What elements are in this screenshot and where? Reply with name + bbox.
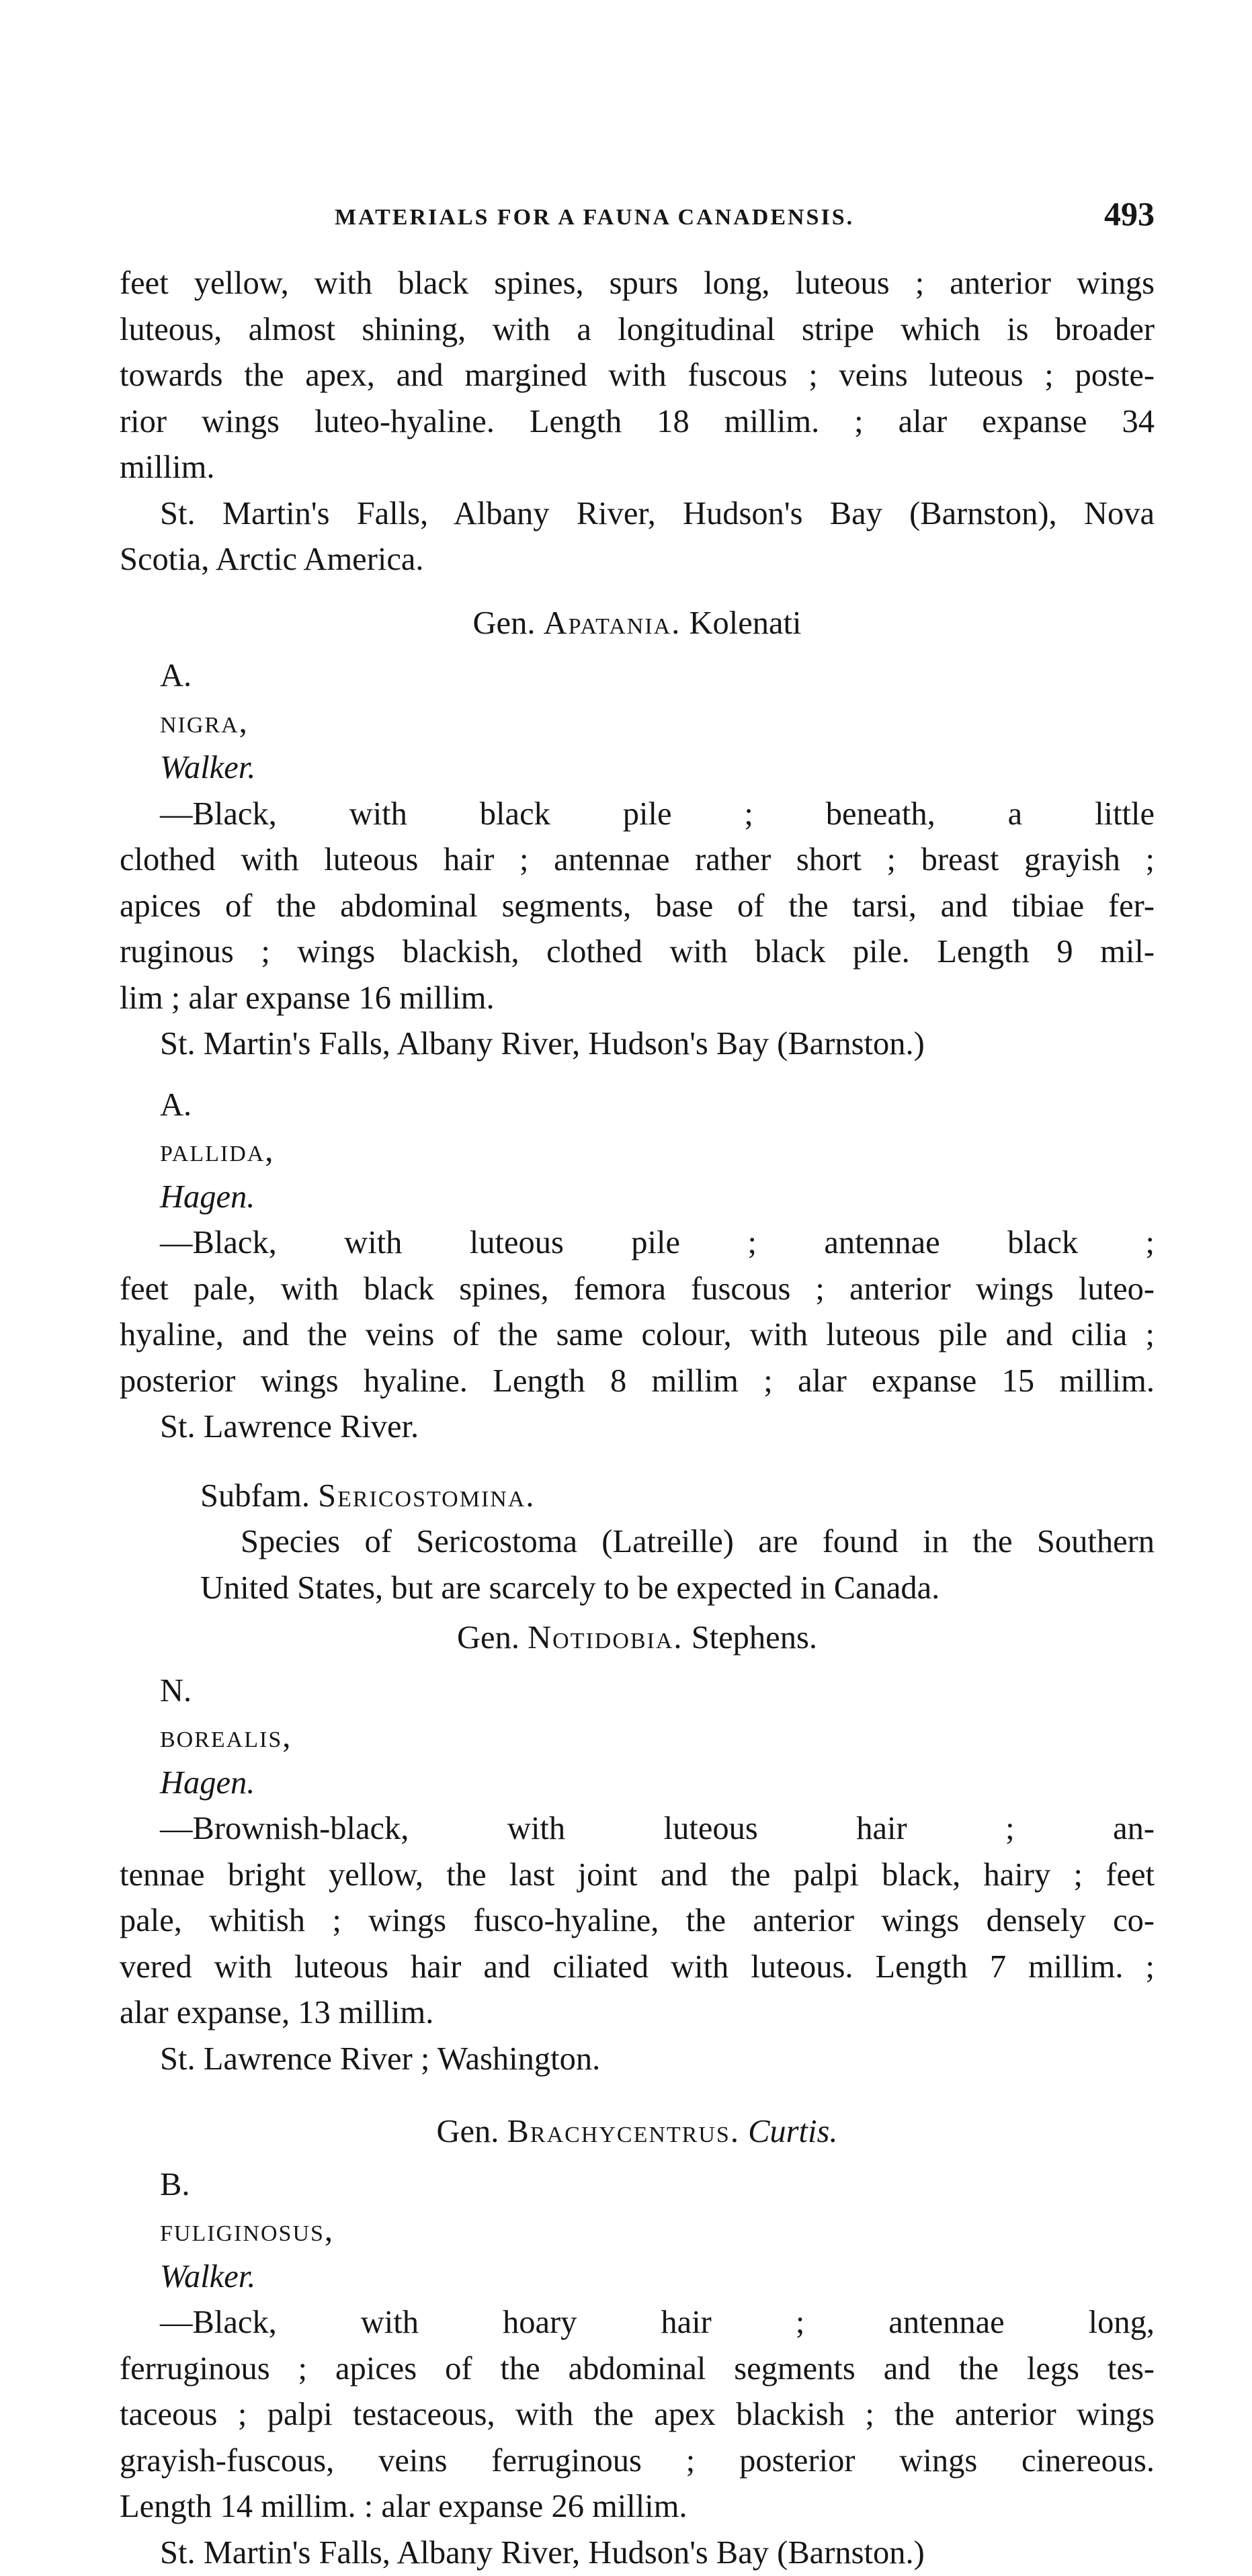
genus-heading-brachycentrus: Gen. Brachycentrus. Curtis.	[120, 2109, 1155, 2155]
text-line: rior wings luteo-hyaline. Length 18 millim. ; alar expanse 34	[120, 399, 1155, 445]
locality-line: St. Martin's Falls, Albany River, Hudson's Bay (Barnston.)	[120, 1021, 1155, 1068]
text-line: posterior wings hyaline. Length 8 millim ; alar expanse 15 millim.	[120, 1359, 1155, 1405]
text-line: Species of Sericostoma (Latreille) are found in the Southern	[200, 1519, 1155, 1565]
locality-line: St. Lawrence River.	[120, 1404, 1155, 1451]
page	[120, 195, 1155, 2576]
locality-line: St. Martin's Falls, Albany River, Hudson's Bay (Barnston.)	[120, 2530, 1155, 2576]
text-line: A. nigra, Walker. —Black, with black pile ; beneath, a little	[120, 653, 1155, 837]
text-line: ruginous ; wings blackish, clothed with black pile. Length 9 mil-	[120, 929, 1155, 976]
text-line: feet yellow, with black spines, spurs long, luteous ; anterior wings	[120, 261, 1155, 307]
text-line: Scotia, Arctic America.	[120, 537, 1155, 583]
subfamily-heading: Subfam. Sericostomina.	[120, 1473, 1155, 1520]
text-line: grayish-fuscous, veins ferruginous ; posterior wings cinereous.	[120, 2438, 1155, 2485]
running-head: MATERIALS FOR A FAUNA CANADENSIS.	[335, 195, 854, 241]
text-line: feet pale, with black spines, femora fuscous ; anterior wings luteo-	[120, 1266, 1155, 1313]
text-line: A. pallida, Hagen. —Black, with luteous pile ; antennae black ;	[120, 1082, 1155, 1266]
text-line: St. Martin's Falls, Albany River, Hudson's Bay (Barnston), Nova	[120, 491, 1155, 538]
text-line: alar expanse, 13 millim.	[120, 1990, 1155, 2036]
text-line: N. borealis, Hagen. —Brownish-black, with luteous hair ; an-	[120, 1668, 1155, 1852]
page-number: 493	[1104, 191, 1155, 237]
text-line: United States, but are scarcely to be expected in Canada.	[200, 1565, 1155, 1612]
text-line: ferruginous ; apices of the abdominal segments and the legs tes-	[120, 2346, 1155, 2393]
genus-heading-notidobia: Gen. Notidobia. Stephens.	[120, 1615, 1155, 1662]
continued-locality	[120, 491, 1155, 583]
text-line: tennae bright yellow, the last joint and the palpi black, hairy ; feet	[120, 1852, 1155, 1899]
genus-heading-apatania: Gen. Apatania. Kolenati	[120, 601, 1155, 647]
continued-description	[120, 261, 1155, 491]
species-entry-notidobia-borealis	[120, 1668, 1155, 2083]
subfamily-note	[120, 1519, 1155, 1611]
text-line: millim.	[120, 445, 1155, 491]
text-line: B. fuliginosus, Walker. —Black, with hoary hair ; antennae long,	[120, 2162, 1155, 2346]
page-header	[120, 195, 1155, 242]
text-line: luteous, almost shining, with a longitudinal stripe which is broader	[120, 307, 1155, 353]
species-entry-apatania-pallida	[120, 1082, 1155, 1451]
text-line: apices of the abdominal segments, base of the tarsi, and tibiae fer-	[120, 884, 1155, 930]
species-entry-apatania-nigra	[120, 653, 1155, 1068]
text-line: vered with luteous hair and ciliated with luteous. Length 7 millim. ;	[120, 1944, 1155, 1991]
text-line: taceous ; palpi testaceous, with the apex blackish ; the anterior wings	[120, 2392, 1155, 2438]
text-line: lim ; alar expanse 16 millim.	[120, 976, 1155, 1022]
text-line: pale, whitish ; wings fusco-hyaline, the anterior wings densely co-	[120, 1898, 1155, 1944]
text-line: towards the apex, and margined with fuscous ; veins luteous ; poste-	[120, 353, 1155, 399]
species-entry-brachycentrus-fuliginosus	[120, 2162, 1155, 2576]
locality-line: St. Lawrence River ; Washington.	[120, 2036, 1155, 2083]
text-line: Length 14 millim. : alar expanse 26 millim.	[120, 2484, 1155, 2530]
text-line: clothed with luteous hair ; antennae rather short ; breast grayish ;	[120, 837, 1155, 884]
text-line: hyaline, and the veins of the same colour, with luteous pile and cilia ;	[120, 1312, 1155, 1359]
